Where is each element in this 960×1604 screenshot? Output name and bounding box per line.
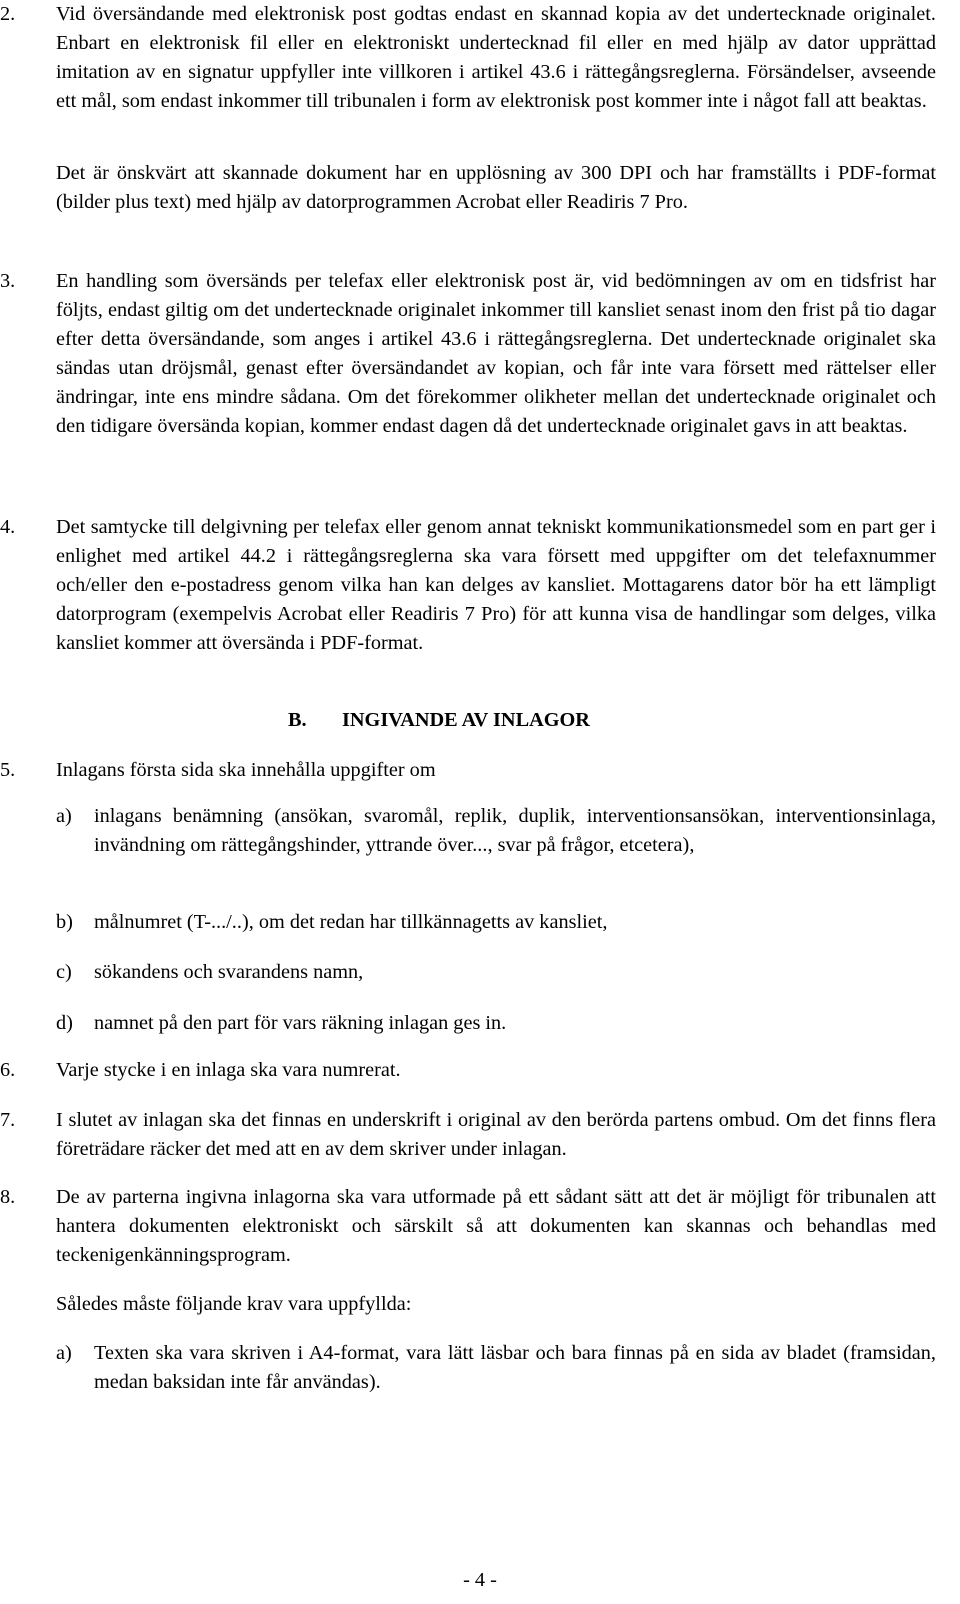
list-text: inlagans benämning (ansökan, svaromål, replik, duplik, interventionsansökan, interventionsinlaga, invändning om rättegångshinder, yttrande över..., svar på frågor, etcetera), bbox=[94, 805, 936, 856]
paragraph-number: 3. bbox=[0, 270, 16, 292]
paragraph-2-continuation: Det är önskvärt att skannade dokument har en upplösning av 300 DPI och har framställts i PDF-format (bilder plus text) med hjälp av datorprogrammen Acrobat eller Readiris 7 Pro. bbox=[56, 162, 936, 213]
paragraph-number: 4. bbox=[0, 516, 16, 538]
section-letter: B. bbox=[288, 709, 307, 731]
paragraph-number: 8. bbox=[0, 1186, 16, 1208]
paragraph-intro: Inlagans första sida ska innehålla uppgifter om bbox=[56, 759, 436, 781]
paragraph-text: Vid översändande med elektronisk post godtas endast en skannad kopia av det undertecknade originalet. Enbart en elektronisk fil eller en elektroniskt undertecknad fil eller en med hjälp av dator upprättad imitation av en signatur uppfyller inte villkoren i artikel 43.6 i rättegångsreglerna. Försändelser, avseende ett mål, som endast inkommer till tribunalen i form av elektronisk post kommer inte i något fall att beaktas. bbox=[56, 3, 936, 112]
paragraph-text: Det samtycke till delgivning per telefax eller genom annat tekniskt kommunikationsmedel som en part ger i enlighet med artikel 44.2 i rättegångsreglerna ska vara försett med uppgifter om det telefaxnummer och/eller den e-postadress genom vilka han kan delges av kansliet. Mottagarens dator bör ha ett lämpligt datorprogram (exempelvis Acrobat eller Readiris 7 Pro) för att kunna visa de handlingar som delges, vilka kansliet kommer att översända i PDF-format. bbox=[56, 516, 936, 654]
paragraph-number: 7. bbox=[0, 1109, 16, 1131]
page-number: - 4 - bbox=[463, 1569, 497, 1591]
paragraph-text: I slutet av inlagan ska det finnas en underskrift i original av den berörda partens ombud. Om det finns flera företrädare räcker det med att en av dem skriver under inlagan. bbox=[56, 1109, 936, 1160]
list-label: a) bbox=[56, 805, 72, 827]
paragraph-text: Varje stycke i en inlaga ska vara numrerat. bbox=[56, 1059, 401, 1081]
list-text: målnumret (T-.../..), om det redan har tillkännagetts av kansliet, bbox=[94, 911, 608, 933]
paragraph-text: De av parterna ingivna inlagorna ska vara utformade på ett sådant sätt att det är möjligt för tribunalen att hantera dokumenten elektroniskt och särskilt så att dokumenten kan skannas och behandlas med teckenigenkänningsprogram. bbox=[56, 1186, 936, 1266]
list-text: Texten ska vara skriven i A4-format, vara lätt läsbar och bara finnas på en sida av bladet (framsidan, medan baksidan inte får användas). bbox=[94, 1342, 936, 1393]
requirements-intro: Således måste följande krav vara uppfyllda: bbox=[56, 1293, 412, 1315]
list-label: b) bbox=[56, 911, 73, 933]
section-heading bbox=[288, 706, 590, 735]
section-title: INGIVANDE AV INLAGOR bbox=[342, 709, 590, 731]
list-label: a) bbox=[56, 1342, 72, 1364]
paragraph-number: 2. bbox=[0, 3, 16, 25]
paragraph-number: 6. bbox=[0, 1059, 16, 1081]
list-text: namnet på den part för vars räkning inlagan ges in. bbox=[94, 1012, 507, 1034]
paragraph-text: En handling som översänds per telefax eller elektronisk post är, vid bedömningen av om en tidsfrist har följts, endast giltig om det undertecknade originalet inkommer till kansliet senast inom den frist på tio dagar efter detta översändande, som anges i artikel 43.6 i rättegångsreglerna. Det undertecknade originalet ska sändas utan dröjsmål, genast efter översändandet av kopian, och får inte vara försett med rättelser eller ändringar, inte ens mindre sådana. Om det förekommer olikheter mellan det undertecknade originalet och den tidigare översända kopian, kommer endast dagen då det undertecknade originalet gavs in att beaktas. bbox=[56, 270, 936, 437]
list-label: c) bbox=[56, 961, 72, 983]
paragraph-number: 5. bbox=[0, 759, 16, 781]
list-label: d) bbox=[56, 1012, 73, 1034]
list-text: sökandens och svarandens namn, bbox=[94, 961, 364, 983]
